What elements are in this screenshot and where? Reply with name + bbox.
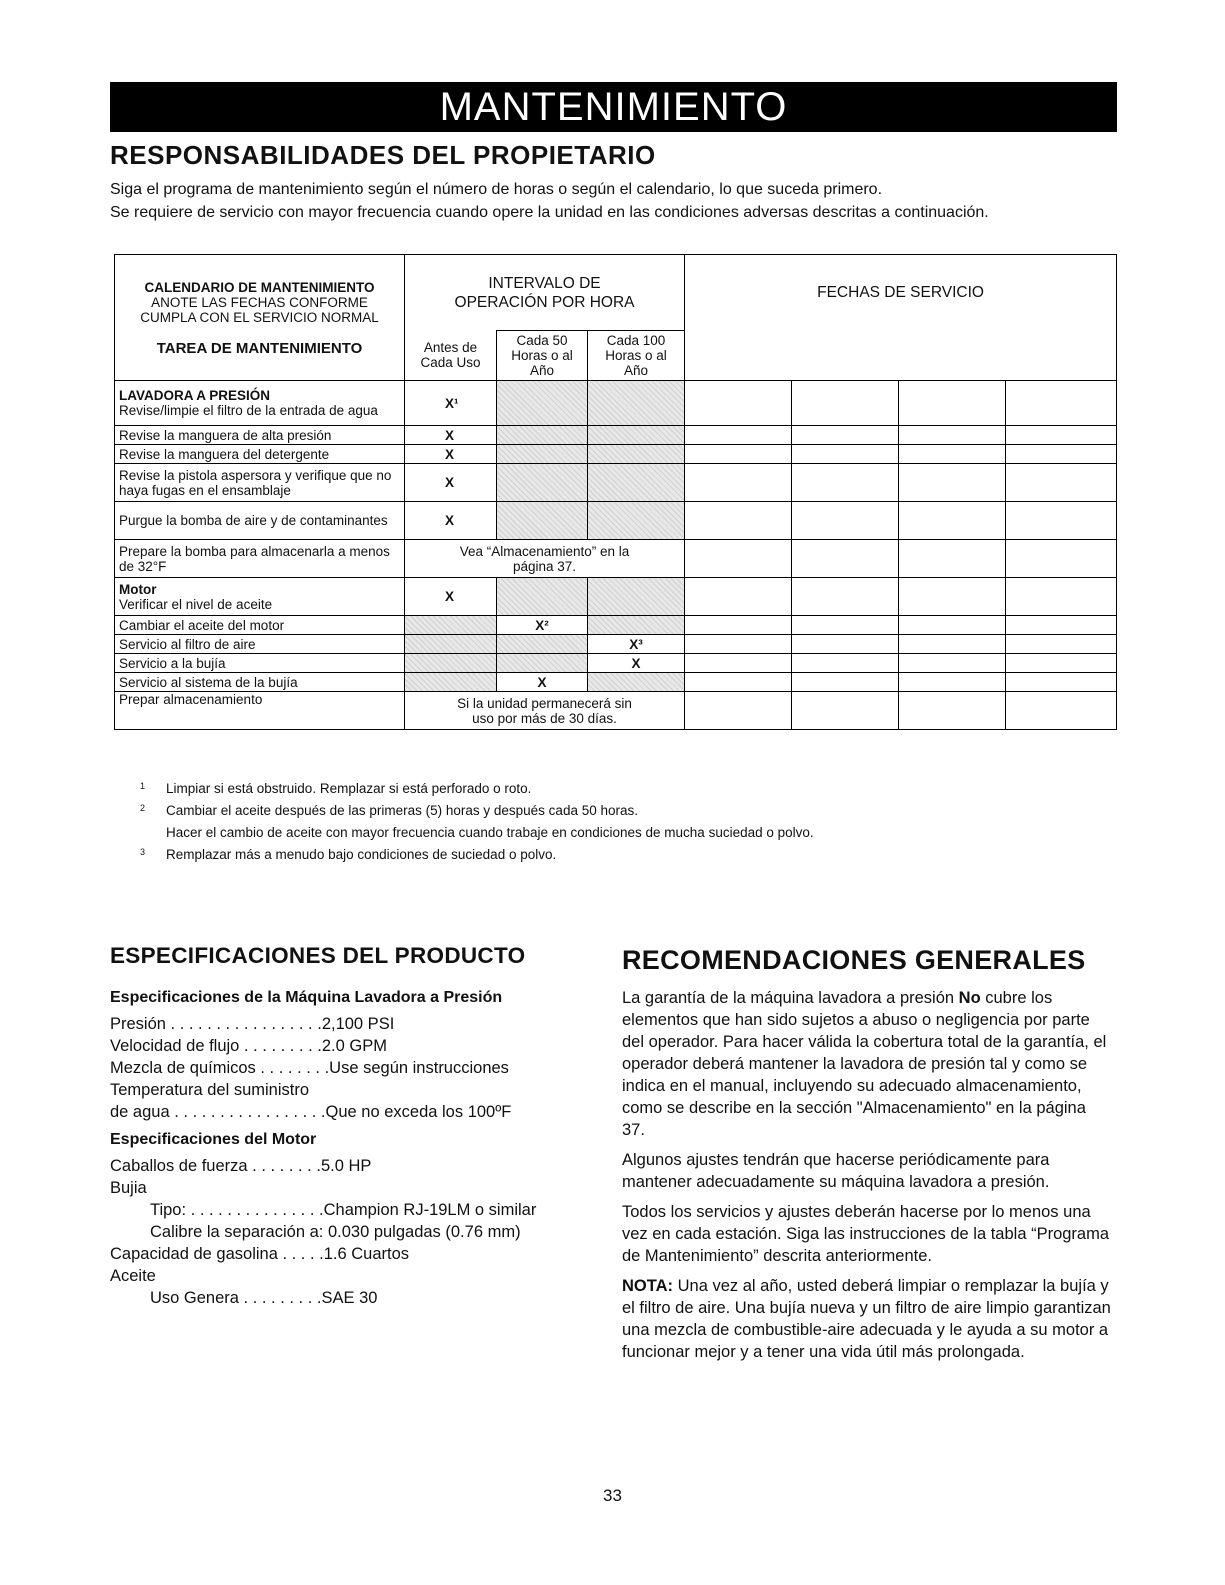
shaded-cell: [588, 616, 685, 635]
mark-cell: X: [497, 673, 588, 692]
spec-label: Aceite: [110, 1267, 156, 1285]
date-cell: [792, 616, 899, 635]
date-cell: [685, 381, 792, 426]
footnote-marker: 2: [140, 803, 146, 813]
col-every-100-hours: Cada 100 Horas o al Año: [588, 331, 685, 381]
shaded-cell: [588, 381, 685, 426]
date-cell: [792, 540, 899, 578]
table-row: [115, 635, 1117, 654]
page-number: 33: [603, 1486, 622, 1505]
recs-paragraph-4: [622, 1275, 1112, 1363]
task-label: Cambiar el aceite del motor: [115, 616, 405, 635]
task-cell: [115, 381, 405, 426]
shaded-cell: [588, 426, 685, 445]
spec-label: Caballos de fuerza . . . . . . . .: [110, 1157, 321, 1175]
storage-note-text: Vea “Almacenamiento” en la página 37.: [459, 543, 630, 574]
date-cell: [685, 502, 792, 540]
shaded-cell: [405, 616, 497, 635]
motor-specs-title: Especificaciones del Motor: [110, 1131, 317, 1148]
footnote-2-cont: [140, 822, 1040, 844]
mark-cell: X³: [588, 635, 685, 654]
emphasis: No: [958, 989, 981, 1007]
footnote-2: [140, 800, 1040, 822]
recs-paragraph-1: [622, 987, 1112, 1141]
spec-label: Tipo: . . . . . . . . . . . . . . .: [150, 1201, 324, 1219]
shaded-cell: [588, 464, 685, 502]
shaded-cell: [497, 635, 588, 654]
spec-label: Uso Genera . . . . . . . . .: [150, 1289, 322, 1307]
table-row: [115, 540, 1117, 578]
spec-row: [110, 1199, 590, 1221]
date-cell: [685, 445, 792, 464]
table-row: [115, 673, 1117, 692]
date-cell: [899, 426, 1006, 445]
recs-title: RECOMENDACIONES GENERALES: [622, 945, 1086, 975]
spec-row: [110, 1079, 590, 1101]
spec-value: 0.030 pulgadas (0.76 mm): [327, 1223, 521, 1241]
mark-cell: X¹: [405, 381, 497, 426]
shaded-cell: [588, 445, 685, 464]
shaded-cell: [405, 673, 497, 692]
spec-label: Mezcla de químicos . . . . . . . .: [110, 1059, 330, 1077]
intro-text: [110, 178, 1120, 224]
date-cell: [899, 616, 1006, 635]
shaded-cell: [497, 381, 588, 426]
footnote-text: Limpiar si está obstruido. Remplazar si está perforado o roto.: [166, 781, 532, 796]
text: cubre los elementos que han sido sujetos a abuso o negligencia por parte del operador. Para hacer válida la cobertura total de la garantía, el operador deberá mantener la lavadora de presión tal y como se indica en el manual, incluyendo su adecuado almacenamiento, como se describe en la sección "Almacenamiento" en la página 37.: [622, 989, 1107, 1139]
task-label: Purgue la bomba de aire y de contaminantes: [115, 502, 405, 540]
footnote-marker: 1: [140, 781, 146, 791]
date-cell: [1006, 502, 1117, 540]
spec-row: [110, 1221, 590, 1243]
recs-paragraph-2: Algunos ajustes tendrán que hacerse periódicamente para mantener adecuadamente su máquina lavadora a presión.: [622, 1151, 1050, 1191]
shaded-cell: [497, 578, 588, 616]
section-pressure-washer: LAVADORA A PRESIÓN: [119, 388, 271, 403]
shaded-cell: [497, 654, 588, 673]
general-recommendations: [622, 943, 1112, 1371]
date-cell: [792, 502, 899, 540]
section-banner: MANTENIMIENTO: [110, 82, 1117, 132]
table-row: [115, 426, 1117, 445]
table-row: [115, 578, 1117, 616]
date-cell: [792, 654, 899, 673]
date-cell: [899, 445, 1006, 464]
date-cell: [899, 692, 1006, 730]
date-cell: [899, 578, 1006, 616]
table-row: [115, 445, 1117, 464]
table-row: [115, 502, 1117, 540]
date-cell: [792, 381, 899, 426]
recs-paragraph-3: Todos los servicios y ajustes deberán hacerse por lo menos una vez en cada estación. Siga las instrucciones de la tabla “Programa de Mantenimiento” descrita anteriormente.: [622, 1203, 1110, 1265]
date-cell: [685, 673, 792, 692]
note-label: NOTA:: [622, 1277, 674, 1295]
shaded-cell: [497, 445, 588, 464]
date-cell: [685, 578, 792, 616]
shaded-cell: [588, 673, 685, 692]
calendar-title: CALENDARIO DE MANTENIMIENTO: [144, 279, 375, 295]
spec-row: [110, 1101, 590, 1123]
maintenance-schedule-table: [114, 254, 1117, 730]
footnote-1: [140, 778, 1040, 800]
spec-label: Capacidad de gasolina . . . . .: [110, 1245, 324, 1263]
storage-note: [405, 692, 685, 730]
date-cell: [899, 502, 1006, 540]
spec-value: 1.6 Cuartos: [323, 1245, 410, 1263]
date-cell: [792, 426, 899, 445]
shaded-cell: [405, 635, 497, 654]
task-label: Prepar almacenamiento: [115, 692, 405, 730]
mark-cell: X²: [497, 616, 588, 635]
calendar-subtitle: ANOTE LAS FECHAS CONFORME CUMPLA CON EL SERVICIO NORMAL: [140, 294, 379, 325]
spec-row: [110, 1265, 590, 1287]
storage-note-text: Si la unidad permanecerá sin uso por más de 30 días.: [457, 695, 632, 726]
date-cell: [685, 692, 792, 730]
mark-cell: X: [405, 445, 497, 464]
spec-label: de agua . . . . . . . . . . . . . . . . .: [110, 1103, 326, 1121]
spec-row: [110, 1243, 590, 1265]
task-label: Revise la manguera de alta presión: [115, 426, 405, 445]
spec-value: Champion RJ-19LM o similar: [323, 1201, 537, 1219]
footnote-text: Remplazar más a menudo bajo condiciones de suciedad o polvo.: [166, 847, 557, 862]
task-label: Servicio a la bujía: [115, 654, 405, 673]
mark-cell: X: [405, 578, 497, 616]
date-cell: [1006, 445, 1117, 464]
table-row: [115, 654, 1117, 673]
table-row: [115, 381, 1117, 426]
shaded-cell: [405, 654, 497, 673]
table-row: [115, 692, 1117, 730]
owner-responsibilities-title: RESPONSABILIDADES DEL PROPIETARIO: [110, 140, 656, 170]
task-label: Prepare la bomba para almacenarla a menos de 32°F: [115, 540, 405, 578]
date-cell: [792, 578, 899, 616]
date-cell: [685, 426, 792, 445]
spec-label: Calibre la separación a:: [150, 1223, 324, 1241]
date-cell: [1006, 692, 1117, 730]
date-cell: [1006, 616, 1117, 635]
task-label: Verificar el nivel de aceite: [119, 596, 273, 612]
date-cell: [1006, 635, 1117, 654]
date-cell: [1006, 426, 1117, 445]
task-label: Servicio al sistema de la bujía: [115, 673, 405, 692]
spec-row: [110, 1013, 590, 1035]
spec-label: Velocidad de flujo . . . . . . . . .: [110, 1037, 322, 1055]
spec-value: 5.0 HP: [320, 1157, 372, 1175]
shaded-cell: [497, 502, 588, 540]
date-cell: [1006, 578, 1117, 616]
date-cell: [792, 673, 899, 692]
date-cell: [1006, 464, 1117, 502]
calendar-header: [115, 255, 405, 381]
footnote-marker: 3: [140, 847, 146, 857]
shaded-cell: [497, 426, 588, 445]
date-cell: [1006, 654, 1117, 673]
spec-value: 2,100 PSI: [321, 1015, 395, 1033]
spec-value: Que no exceda los 100ºF: [325, 1103, 512, 1121]
interval-header-text: INTERVALO DE OPERACIÓN POR HORA: [454, 274, 635, 311]
date-cell: [685, 464, 792, 502]
specs-title: ESPECIFICACIONES DEL PRODUCTO: [110, 943, 526, 968]
spec-value: 2.0 GPM: [321, 1037, 387, 1055]
service-dates-header: FECHAS DE SERVICIO: [685, 255, 1117, 381]
task-label: Revise la pistola aspersora y verifique que no haya fugas en el ensamblaje: [115, 464, 405, 502]
task-label: Revise/limpie el filtro de la entrada de agua: [119, 403, 378, 418]
shaded-cell: [497, 464, 588, 502]
intro-line-2: Se requiere de servicio con mayor frecuencia cuando opere la unidad en las condiciones adversas descritas a continuación.: [110, 204, 989, 221]
date-cell: [899, 635, 1006, 654]
interval-header: [405, 255, 685, 331]
date-cell: [792, 692, 899, 730]
task-label: Revise la manguera del detergente: [115, 445, 405, 464]
date-cell: [1006, 673, 1117, 692]
spec-label: Temperatura del suministro: [110, 1081, 309, 1099]
text: La garantía de la máquina lavadora a presión: [622, 989, 959, 1007]
footnote-text: Cambiar el aceite después de las primeras (5) horas y después cada 50 horas.: [166, 803, 638, 818]
spec-row: [110, 1035, 590, 1057]
shaded-cell: [588, 502, 685, 540]
spec-value: SAE 30: [321, 1289, 378, 1307]
task-header: TAREA DE MANTENIMIENTO: [156, 339, 363, 357]
date-cell: [1006, 381, 1117, 426]
table-row: [115, 616, 1117, 635]
date-cell: [685, 616, 792, 635]
date-cell: [1006, 540, 1117, 578]
col-every-50-hours: Cada 50 Horas o al Año: [497, 331, 588, 381]
date-cell: [899, 654, 1006, 673]
intro-line-1: Siga el programa de mantenimiento según el número de horas o según el calendario, lo que suceda primero.: [110, 181, 883, 198]
washer-specs-title: Especificaciones de la Máquina Lavadora a Presión: [110, 989, 503, 1006]
mark-cell: X: [405, 464, 497, 502]
spec-label: Bujia: [110, 1179, 147, 1197]
spec-row: [110, 1287, 590, 1309]
date-cell: [685, 540, 792, 578]
col-before-each-use: Antes de Cada Uso: [405, 331, 497, 381]
mark-cell: X: [588, 654, 685, 673]
spec-row: [110, 1155, 590, 1177]
date-cell: [899, 673, 1006, 692]
spec-value: Use según instrucciones: [329, 1059, 509, 1077]
task-label: Servicio al filtro de aire: [115, 635, 405, 654]
product-specifications: [110, 943, 590, 1309]
date-cell: [685, 635, 792, 654]
task-cell: [115, 578, 405, 616]
date-cell: [792, 464, 899, 502]
date-cell: [792, 445, 899, 464]
date-cell: [792, 635, 899, 654]
spec-row: [110, 1177, 590, 1199]
shaded-cell: [588, 578, 685, 616]
section-motor: Motor: [119, 581, 157, 597]
table-row: [115, 464, 1117, 502]
mark-cell: X: [405, 426, 497, 445]
footnote-text: Hacer el cambio de aceite con mayor frecuencia cuando trabaje en condiciones de mucha suciedad o polvo.: [166, 825, 814, 840]
footnote-3: [140, 844, 1040, 866]
date-cell: [899, 464, 1006, 502]
text: Una vez al año, usted deberá limpiar o remplazar la bujía y el filtro de aire. Una bujía nueva y un filtro de aire limpio garantizan una mezcla de combustible-aire adecuada y le ayuda a su motor a funcionar mejor y a tener una vida útil más prolongada.: [622, 1277, 1111, 1361]
spec-label: Presión . . . . . . . . . . . . . . . . .: [110, 1015, 322, 1033]
mark-cell: X: [405, 502, 497, 540]
footnotes: [140, 778, 1040, 866]
date-cell: [899, 381, 1006, 426]
spec-row: [110, 1057, 590, 1079]
date-cell: [899, 540, 1006, 578]
storage-note: [405, 540, 685, 578]
date-cell: [685, 654, 792, 673]
